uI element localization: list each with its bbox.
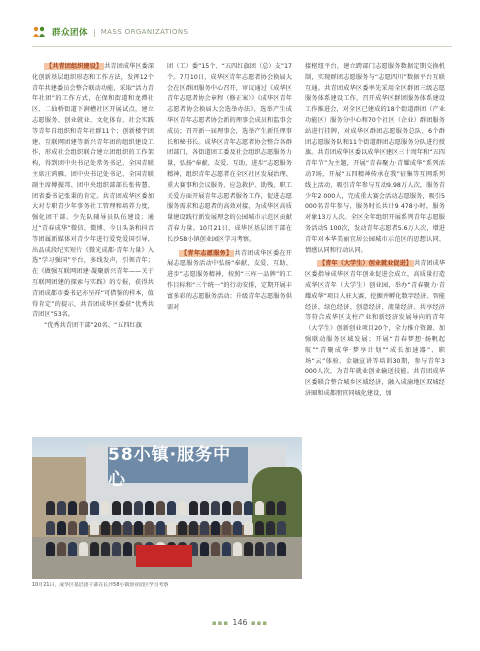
photo-person <box>167 521 176 535</box>
photo-person <box>145 501 154 515</box>
photo-person <box>46 501 55 515</box>
photo-caption: 10月21日，成华区基层团干部在长沙58小镇创业园区学习考察 <box>32 583 169 588</box>
photo-person <box>255 521 264 535</box>
paragraph-text: 共青团成华区委深化创新基层组织形态和工作方法，发挥12个青年共建委员会整合联动功能，采取“活力青年社团”的工作方式，在保和街道和龙潭社区、二仙桥街道下涧槽社区开展试点，建立志愿服务、创业就业、文化体育、社会实践等青年自组织和青年社群11个；创新楼宇团建、互联网团建等新兴青年团的组织建设工作，形成社会组织联合建立团组织的工作架构，得到团中央书记处常务书记、全国青联主席汪鸿雁、团中央书记处书记、全国青联副主席傅振邦、团中央组织部部长张传慧、团省委书记张秉的肯定。共青团成华区委加大对专职青少年事务社工管理和培养力度，强化团干部、少先队辅导员队伍建设；通过“青春成华”微信、微博、今日头条和抖音等团属新媒体对青少年进行爱党爱国引导，出品成段纪实短片《微光成都·青年力量》入选“学习强国”平台，多线发声，引领青年；在《做强互联网团建·凝聚新兴青年——关于互联网团建的探索与实践》的专报，获得共青团成都市委书记亦呈祥“可借鉴的样本，值得肯定”的提示，共青团成华区委获“优秀共青团区”53名。 <box>32 63 155 319</box>
photo-person <box>79 501 88 515</box>
red-banner <box>136 545 192 567</box>
photo-person <box>112 521 121 535</box>
page-header <box>32 22 452 42</box>
photo-person <box>233 521 242 535</box>
page-number-value: 146 <box>232 618 248 627</box>
photo-person <box>244 542 253 556</box>
photo-person <box>211 521 220 535</box>
section-subtitle: MASS ORGANIZATIONS <box>100 28 189 36</box>
text-column-1 <box>32 62 154 332</box>
paragraph <box>305 259 445 399</box>
photo-person <box>255 501 264 515</box>
section-tag-volunteer: 【青年志愿服务】 <box>181 249 233 257</box>
photo-person <box>233 542 242 556</box>
header-separator: | <box>93 27 96 37</box>
photo-person <box>277 501 286 515</box>
page-number-ornament: ▪▪▪ <box>247 619 269 627</box>
section-tag-org-building: 【共青团组织建设】 <box>46 63 103 70</box>
photo-person <box>68 542 77 556</box>
photo-person <box>57 501 66 515</box>
photo-person <box>167 501 176 515</box>
text-column-2 <box>167 62 292 313</box>
photo-person <box>79 521 88 535</box>
photo-person <box>90 542 99 556</box>
page-number <box>0 618 480 627</box>
photo-person <box>156 521 165 535</box>
photo-person <box>68 521 77 535</box>
section-title: 群众团体 <box>52 28 89 38</box>
photo-person <box>233 501 242 515</box>
photo-person <box>145 521 154 535</box>
photo-person <box>123 501 132 515</box>
photo-person <box>90 521 99 535</box>
photo-person <box>178 521 187 535</box>
paragraph: 团（工）委”15个、“五四红旗团（总）支”17个。7月10日，成华区青年志愿者协会换届大会在区群团服务中心召开，审议通过《成华区青年志愿者协会章程（修正案）》《成华区青年志愿者协会换届大会选举办法》，选举产生成华区青年志愿者协会新的理事会成员和监事会成员；召开新一届理事会，选举产生新任理事长和秘书长。成华区青年志愿者协会整合各群团部门，各街道团工委及社会组织志愿服务力量，弘扬“奉献、友爱、互助、进步”志愿服务精神，组织青年志愿者在全区社区发展治理、重大赛事和会议服务、应急救护、助残、职工关爱方面开展青年志愿者服务工作，促进志愿服务需求和志愿者的高效对接，为成华区高质量建设践行新发展理念的公园城市示范区贡献青春力量。10月21日，成华区基层团干部在长沙58小镇创业园区学习考察。 <box>167 63 292 243</box>
photo-person <box>266 542 275 556</box>
photo-person <box>222 542 231 556</box>
photo-person <box>134 501 143 515</box>
photo-person <box>68 501 77 515</box>
photo-person <box>211 501 220 515</box>
photo-person <box>57 542 66 556</box>
photo-person <box>200 501 209 515</box>
paragraph: 接枢纽平台，建立跨部门志愿服务数据定期交换机制，实现群团志愿服务与“志愿四川”数据平台互联互通。共青团成华区委率先采用全区群团三级志愿服务体系建设工作，召开成华区群团服务体系建设工作推进会，对全区已建成的18个街道群团（产业功能区）服务分中心和70个社区（企业）群团服务站进行挂牌，对成华区群团志愿服务总队、6个群团志愿服务队和11个街道群团志愿服务分队进行授旗。共青团成华区委以成华区建区三十周年和“五四青年节”为主题，开展“青春聚力·青耀成华”系列活动7场，开展“五四精神传承在我”征集等互网系列线上活动，吸引青年参与互动9.98万人次，服务青少年2 000人，完成重大赛会活动志愿服务，吸引5 000名青年参与，服务时长共计9 478小时，服务对象13万人次。全区全年组织开展系列青年志愿服务活动5 100次，发动青年志愿者5.6万人次，增进青年对本华美丽宜居公园城市示范区的思想认同、情感认同和行动认同。 <box>305 63 445 254</box>
paragraph <box>167 249 292 314</box>
photo-person <box>101 521 110 535</box>
photo-person <box>79 542 88 556</box>
photo-person <box>189 521 198 535</box>
paragraph-text: 共青团成华区委在开展志愿服务活动中弘扬“奉献、友爱、互助、进步”志愿服务精神，按照“三库一品牌”的工作目标和“三个统一”的行动安排，定期开展丰富多彩的志愿服务活动；升级青年志愿服务供需对 <box>167 249 292 311</box>
photo-person <box>123 542 132 556</box>
paragraph: “优秀共青团干部”20名、“五四红旗 <box>44 322 142 330</box>
photo-person <box>222 501 231 515</box>
photo-person <box>189 501 198 515</box>
photo-person <box>200 542 209 556</box>
photo-person <box>244 501 253 515</box>
section-tag-entrepreneurship: 【青年（大学生）创业就业促进】 <box>319 260 413 268</box>
photo-person <box>277 542 286 556</box>
building-sign: 58小镇·服务中心 <box>108 447 248 483</box>
text-column-3 <box>305 62 445 400</box>
photo-person <box>57 521 66 535</box>
photo-person <box>200 521 209 535</box>
photo-person <box>123 521 132 535</box>
page-number-ornament: ▪▪▪ <box>211 619 233 627</box>
photo-person <box>112 501 121 515</box>
photo-person <box>178 501 187 515</box>
photo-person <box>222 521 231 535</box>
photo-person <box>134 521 143 535</box>
paragraph-text: 共青团成华区委指导成华区青年创业促进会成立，高质量打造成华区青年（大学生）创业园，举办“青春聚力·青耀成华”项目人驻大赛，挖掘并孵化数字经济、智能经济、绿色经济、创意经济、流量经济、共享经济等符合成华区支柱产业和新经济发展导向的青年（大学生）创新创业项目20个，全力推介资源、加强联动服务区域发展；开展“青春梦想·扬帆起航”“青聚成华·梦享计划”“成长加速器”、职场“云”体验、金融宣讲等培训30期，参与青年3 000人次，为青年就业创业输送技能。共青团成华区委联合整合城乡区域经济，融入成渝地区双城经济圈和成都朋官同城化建设，加 <box>305 260 446 397</box>
header-divider <box>32 46 452 47</box>
photo-person <box>211 542 220 556</box>
photo-person <box>266 521 275 535</box>
photo-person <box>156 501 165 515</box>
photo-person <box>244 521 253 535</box>
group-photo <box>32 437 302 579</box>
people-logo-icon <box>32 25 46 39</box>
photo-person <box>90 501 99 515</box>
photo-person <box>46 542 55 556</box>
photo-person <box>266 501 275 515</box>
photo-person <box>46 521 55 535</box>
photo-person <box>101 501 110 515</box>
photo-person <box>277 521 286 535</box>
photo-person <box>255 542 264 556</box>
photo-person <box>112 542 121 556</box>
paragraph <box>32 62 154 321</box>
photo-person <box>101 542 110 556</box>
